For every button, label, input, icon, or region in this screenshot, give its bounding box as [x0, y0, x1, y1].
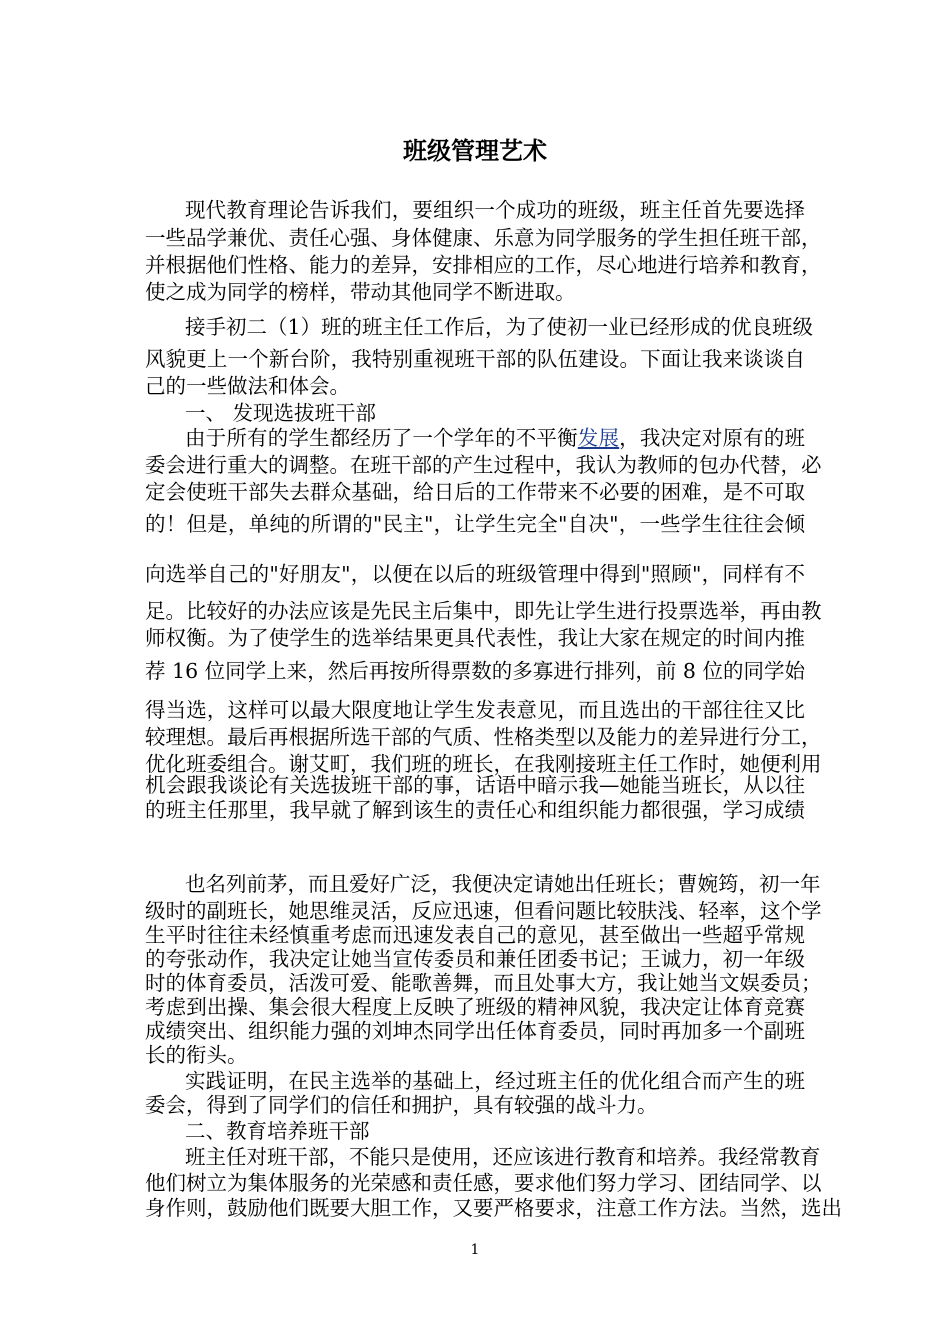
- development-link[interactable]: 发展: [577, 426, 620, 450]
- text-line: 成绩突出、组织能力强的刘坤杰同学出任体育委员，同时再加多一个副班: [145, 1019, 805, 1043]
- text-line: 荐 16 位同学上来，然后再按所得票数的多寡进行排列，前 8 位的同学始: [145, 659, 805, 683]
- text-fragment: 由于所有的学生都经历了一个学年的不平衡: [185, 426, 578, 450]
- section-heading: 一、 发现选拔班干部: [185, 401, 377, 425]
- text-line: 得当选，这样可以最大限度地让学生发表意见，而且选出的干部往往又比: [145, 698, 805, 722]
- text-line: 身作则，鼓励他们既要大胆工作，又要严格要求，注意工作方法。当然，选出: [145, 1196, 842, 1220]
- text-line: 生平时往往未经慎重考虑而迅速发表自己的意见，甚至做出一些超乎常规: [145, 923, 805, 947]
- text-line: 时的体育委员，活泼可爱、能歌善舞，而且处事大方，我让她当文娱委员；: [145, 971, 822, 995]
- text-line: 定会使班干部失去群众基础，给日后的工作带来不必要的困难，是不可取: [145, 480, 805, 504]
- text-line: 风貌更上一个新台阶，我特别重视班干部的队伍建设。下面让我来谈谈自: [145, 347, 805, 371]
- text-line: 委会进行重大的调整。在班干部的产生过程中，我认为教师的包办代替，必: [145, 453, 822, 477]
- text-line: 接手初二（1）班的班主任工作后，为了使初一业已经形成的优良班级: [185, 315, 814, 339]
- text-line: 委会，得到了同学们的信任和拥护，具有较强的战斗力。: [145, 1093, 658, 1117]
- text-line: 较理想。最后再根据所选干部的气质、性格类型以及能力的差异进行分工，: [145, 725, 822, 749]
- text-fragment: ，我决定对原有的班: [619, 426, 806, 450]
- text-line: 他们树立为集体服务的光荣感和责任感，要求他们努力学习、团结同学、以: [145, 1171, 822, 1195]
- text-line: 的班主任那里，我早就了解到该生的责任心和组织能力都很强，学习成绩: [145, 798, 805, 822]
- page-number: 1: [470, 1242, 480, 1258]
- document-title: 班级管理艺术: [403, 137, 547, 165]
- text-line: 现代教育理论告诉我们，要组织一个成功的班级，班主任首先要选择: [185, 198, 805, 222]
- text-line: 长的衔头。: [145, 1043, 248, 1067]
- text-line: 一些品学兼优、责任心强、身体健康、乐意为同学服务的学生担任班干部，: [145, 226, 822, 250]
- section-heading: 二、教育培养班干部: [185, 1119, 370, 1143]
- text-line: 的！但是，单纯的所谓的"民主"，让学生完全"自决"，一些学生往往会倾: [145, 512, 805, 536]
- text-line: 级时的副班长，她思维灵活，反应迅速，但看问题比较肤浅、轻率，这个学: [145, 899, 822, 923]
- text-line: [185, 424, 805, 452]
- text-line: 的夸张动作，我决定让她当宣传委员和兼任团委书记；王诚力，初一年级: [145, 947, 805, 971]
- text-line: 优化班委组合。谢艾町，我们班的班长，在我刚接班主任工作时，她便利用: [145, 752, 822, 776]
- text-line: 也名列前茅，而且爱好广泛，我便决定请她出任班长；曹婉筠，初一年: [185, 872, 821, 896]
- text-line: 考虑到出操、集会很大程度上反映了班级的精神风貌，我决定让体育竞赛: [145, 995, 805, 1019]
- text-line: 向选举自己的"好朋友"，以便在以后的班级管理中得到"照顾"，同样有不: [145, 562, 805, 586]
- text-line: 并根据他们性格、能力的差异，安排相应的工作，尽心地进行培养和教育，: [145, 253, 822, 277]
- text-line: 机会跟我谈论有关选拔班干部的事，话语中暗示我—她能当班长，从以往: [145, 773, 805, 797]
- text-line: 班主任对班干部，不能只是使用，还应该进行教育和培养。我经常教育: [185, 1145, 821, 1169]
- text-line: 使之成为同学的榜样，带动其他同学不断进取。: [145, 280, 576, 304]
- text-line: 己的一些做法和体会。: [145, 374, 350, 398]
- text-line: 足。比较好的办法应该是先民主后集中，即先让学生进行投票选举，再由教: [145, 599, 822, 623]
- text-line: 实践证明，在民主选举的基础上，经过班主任的优化组合而产生的班: [185, 1069, 805, 1093]
- text-line: 师权衡。为了使学生的选举结果更具代表性，我让大家在规定的时间内推: [145, 626, 805, 650]
